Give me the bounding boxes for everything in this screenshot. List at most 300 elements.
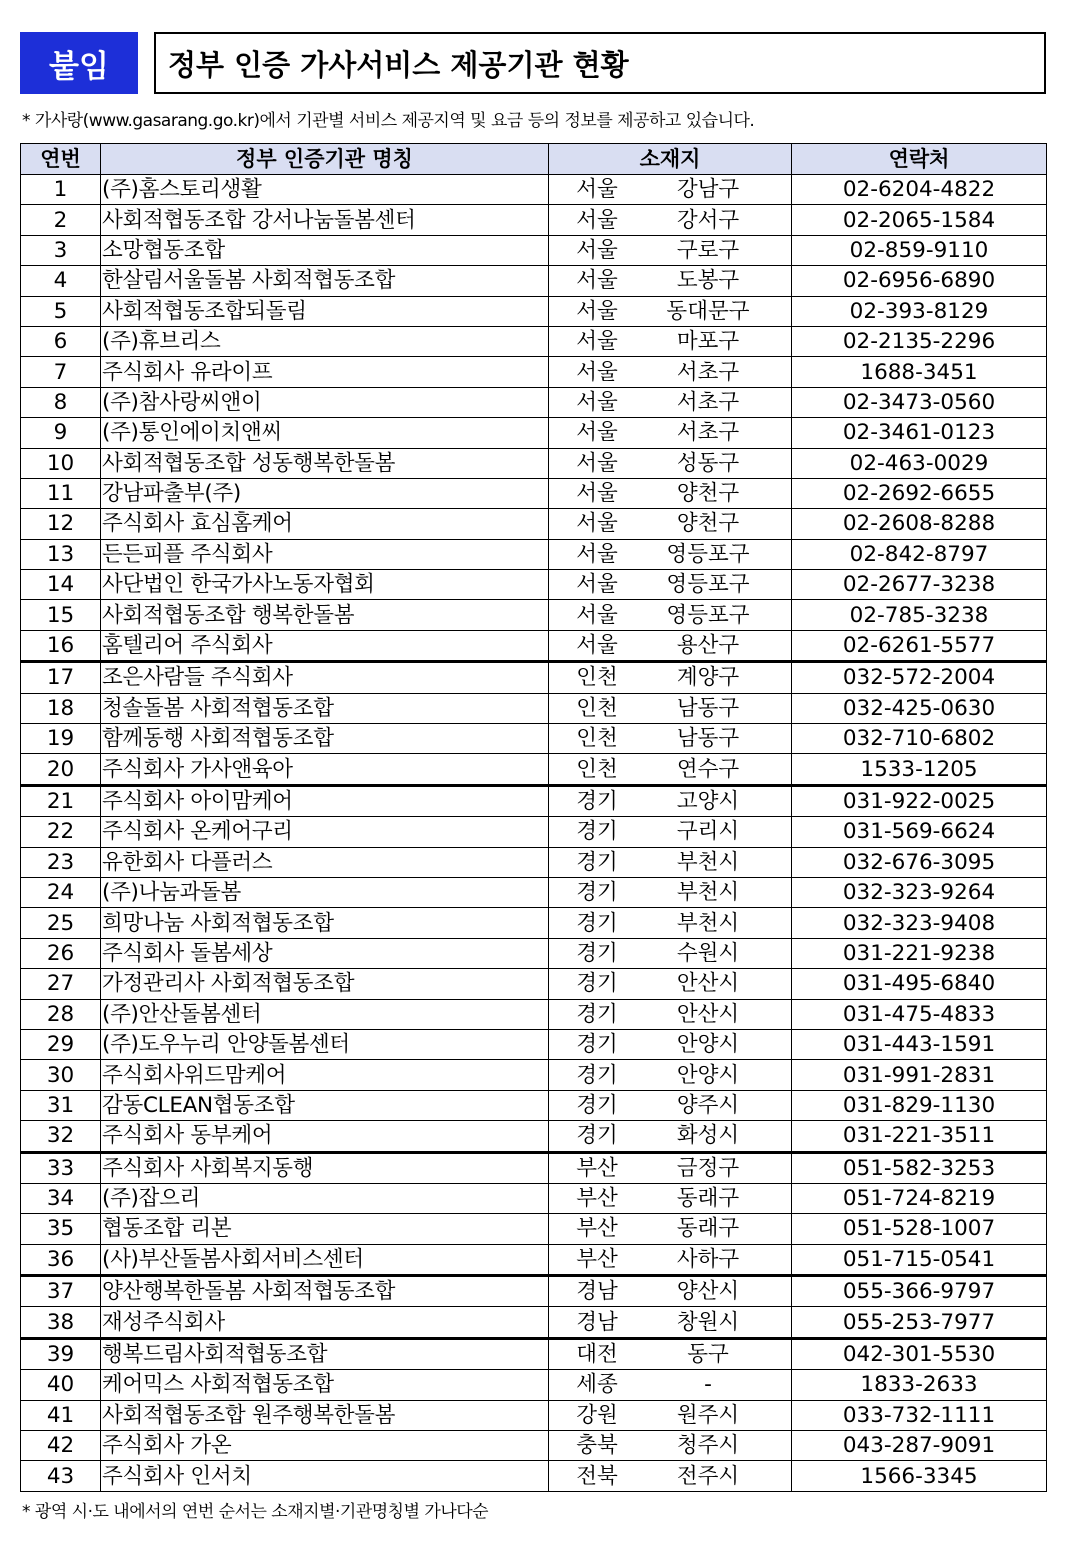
agency-location (549, 357, 792, 387)
agency-phone: 02-2692-6655 (792, 478, 1047, 508)
location-region: 부산 (576, 1155, 618, 1181)
location-city: 사하구 (676, 1246, 740, 1272)
location-city: 원주시 (676, 1402, 740, 1428)
agency-name: 유한회사 다플러스 (101, 847, 549, 877)
agency-name: 소망협동조합 (101, 235, 549, 265)
agency-location (549, 1276, 792, 1307)
location-region: 세종 (576, 1372, 618, 1398)
table-row (21, 205, 1047, 235)
agency-location (549, 817, 792, 847)
location-region: 경기 (576, 910, 618, 936)
table-row (21, 662, 1047, 693)
header-number: 연번 (21, 144, 101, 175)
table-row (21, 724, 1047, 754)
location-region: 충북 (576, 1433, 618, 1459)
location-region: 전북 (576, 1463, 618, 1489)
agency-name: 협동조합 리본 (101, 1214, 549, 1244)
table-row (21, 1461, 1047, 1491)
location-city: 고양시 (676, 789, 740, 814)
location-city: 구로구 (676, 237, 740, 263)
table-row (21, 296, 1047, 326)
agency-location (549, 1338, 792, 1369)
row-number: 15 (21, 600, 101, 630)
agency-name: 한살림서울돌봄 사회적협동조합 (101, 266, 549, 296)
agency-table (20, 143, 1047, 1492)
location-region: 인천 (576, 726, 618, 752)
row-number: 12 (21, 509, 101, 539)
table-row (21, 999, 1047, 1029)
row-number: 19 (21, 724, 101, 754)
location-city: 서초구 (676, 389, 740, 415)
agency-location (549, 693, 792, 723)
agency-location (549, 509, 792, 539)
agency-phone: 055-366-9797 (792, 1276, 1047, 1307)
agency-location (549, 877, 792, 907)
row-number: 24 (21, 877, 101, 907)
location-city: 남동구 (676, 695, 740, 721)
agency-phone: 032-572-2004 (792, 662, 1047, 693)
agency-name: 조은사람들 주식회사 (101, 662, 549, 693)
agency-location (549, 205, 792, 235)
agency-name: 사회적협동조합 성동행복한돌봄 (101, 448, 549, 478)
location-city: 화성시 (676, 1123, 740, 1149)
agency-location (549, 754, 792, 785)
location-city: 동래구 (676, 1216, 740, 1242)
location-region: 서울 (576, 633, 618, 659)
row-number: 33 (21, 1152, 101, 1183)
agency-phone: 031-475-4833 (792, 999, 1047, 1029)
agency-phone: 02-3461-0123 (792, 418, 1047, 448)
location-city: 동래구 (676, 1186, 740, 1212)
location-region: 경기 (576, 1062, 618, 1088)
table-row (21, 785, 1047, 816)
location-city: 도봉구 (676, 268, 740, 294)
row-number: 17 (21, 662, 101, 693)
table-row (21, 908, 1047, 938)
agency-name: 함께동행 사회적협동조합 (101, 724, 549, 754)
row-number: 27 (21, 969, 101, 999)
row-number: 37 (21, 1276, 101, 1307)
agency-phone: 032-323-9408 (792, 908, 1047, 938)
location-city: 계양구 (676, 665, 740, 691)
agency-location (549, 1370, 792, 1400)
location-city: 전주시 (676, 1463, 740, 1489)
location-region: 서울 (576, 389, 618, 415)
agency-phone: 032-323-9264 (792, 877, 1047, 907)
row-number: 40 (21, 1370, 101, 1400)
location-city: 창원시 (676, 1309, 740, 1335)
location-region: 강원 (576, 1402, 618, 1428)
agency-name: 주식회사 효심홈케어 (101, 509, 549, 539)
location-city: 서초구 (676, 359, 740, 385)
agency-phone: 02-6204-4822 (792, 175, 1047, 205)
agency-location (549, 908, 792, 938)
agency-location (549, 600, 792, 630)
agency-phone: 031-495-6840 (792, 969, 1047, 999)
agency-phone: 031-829-1130 (792, 1090, 1047, 1120)
agency-name: 감동CLEAN협동조합 (101, 1090, 549, 1120)
agency-location (549, 1060, 792, 1090)
location-region: 경기 (576, 971, 618, 997)
row-number: 9 (21, 418, 101, 448)
table-row (21, 1152, 1047, 1183)
attachment-badge: 붙임 (20, 32, 138, 94)
agency-name: (주)휴브리스 (101, 326, 549, 356)
row-number: 39 (21, 1338, 101, 1369)
agency-location (549, 1090, 792, 1120)
row-number: 8 (21, 387, 101, 417)
location-region: 서울 (576, 450, 618, 476)
location-city: 안양시 (676, 1062, 740, 1088)
agency-phone: 1533-1205 (792, 754, 1047, 785)
row-number: 43 (21, 1461, 101, 1491)
agency-phone: 02-6261-5577 (792, 630, 1047, 661)
agency-phone: 02-463-0029 (792, 448, 1047, 478)
location-city: 영등포구 (666, 541, 750, 567)
table-row (21, 1029, 1047, 1059)
table-row (21, 1121, 1047, 1152)
agency-phone: 051-724-8219 (792, 1183, 1047, 1213)
row-number: 29 (21, 1029, 101, 1059)
location-city: 영등포구 (666, 572, 750, 598)
agency-location (549, 1121, 792, 1152)
location-city: 안양시 (676, 1032, 740, 1058)
location-city: 강남구 (676, 177, 740, 203)
location-city: 부천시 (676, 849, 740, 875)
agency-phone: 031-221-9238 (792, 938, 1047, 968)
agency-location (549, 662, 792, 693)
row-number: 18 (21, 693, 101, 723)
agency-phone: 033-732-1111 (792, 1400, 1047, 1430)
row-number: 36 (21, 1244, 101, 1275)
agency-phone: 031-922-0025 (792, 785, 1047, 816)
row-number: 20 (21, 754, 101, 785)
agency-phone: 02-3473-0560 (792, 387, 1047, 417)
location-city: - (704, 1372, 712, 1398)
location-region: 서울 (576, 177, 618, 203)
location-city: 수원시 (676, 940, 740, 966)
table-row (21, 1060, 1047, 1090)
agency-phone: 1833-2633 (792, 1370, 1047, 1400)
location-region: 인천 (576, 756, 618, 782)
table-row (21, 938, 1047, 968)
agency-location (549, 326, 792, 356)
location-city: 부천시 (676, 910, 740, 936)
agency-location (549, 570, 792, 600)
row-number: 7 (21, 357, 101, 387)
location-city: 용산구 (676, 633, 740, 659)
table-row (21, 817, 1047, 847)
agency-name: 주식회사 인서치 (101, 1461, 549, 1491)
location-region: 인천 (576, 665, 618, 691)
agency-name: 재성주식회사 (101, 1307, 549, 1338)
location-region: 서울 (576, 298, 618, 324)
agency-name: (주)안산돌봄센터 (101, 999, 549, 1029)
agency-name: (주)홈스토리생활 (101, 175, 549, 205)
location-city: 서초구 (676, 420, 740, 446)
location-region: 서울 (576, 268, 618, 294)
table-row (21, 1400, 1047, 1430)
location-region: 경남 (576, 1279, 618, 1305)
agency-location (549, 1183, 792, 1213)
agency-location (549, 1461, 792, 1491)
agency-location (549, 724, 792, 754)
agency-name: 가정관리사 사회적협동조합 (101, 969, 549, 999)
agency-phone: 043-287-9091 (792, 1431, 1047, 1461)
agency-phone: 1688-3451 (792, 357, 1047, 387)
table-row (21, 235, 1047, 265)
row-number: 30 (21, 1060, 101, 1090)
location-region: 서울 (576, 420, 618, 446)
agency-phone: 02-2065-1584 (792, 205, 1047, 235)
table-row (21, 539, 1047, 569)
agency-name: 사회적협동조합 행복한돌봄 (101, 600, 549, 630)
row-number: 28 (21, 999, 101, 1029)
agency-name: 주식회사위드맘케어 (101, 1060, 549, 1090)
agency-location (549, 296, 792, 326)
agency-phone: 032-676-3095 (792, 847, 1047, 877)
table-row (21, 266, 1047, 296)
row-number: 11 (21, 478, 101, 508)
agency-phone: 02-2608-8288 (792, 509, 1047, 539)
agency-phone: 031-221-3511 (792, 1121, 1047, 1152)
agency-location (549, 448, 792, 478)
agency-phone: 1566-3345 (792, 1461, 1047, 1491)
location-region: 경기 (576, 1032, 618, 1058)
location-city: 남동구 (676, 726, 740, 752)
location-region: 서울 (576, 511, 618, 537)
location-region: 서울 (576, 207, 618, 233)
agency-location (549, 478, 792, 508)
location-region: 경기 (576, 789, 618, 814)
location-region: 경기 (576, 849, 618, 875)
agency-phone: 02-2135-2296 (792, 326, 1047, 356)
agency-location (549, 938, 792, 968)
agency-name: 사회적협동조합 원주행복한돌봄 (101, 1400, 549, 1430)
agency-name: 강남파출부(주) (101, 478, 549, 508)
table-row (21, 1183, 1047, 1213)
location-city: 영등포구 (666, 602, 750, 628)
row-number: 23 (21, 847, 101, 877)
agency-phone: 031-991-2831 (792, 1060, 1047, 1090)
location-region: 경남 (576, 1309, 618, 1335)
agency-location (549, 630, 792, 661)
row-number: 3 (21, 235, 101, 265)
location-region: 경기 (576, 819, 618, 845)
agency-phone: 02-2677-3238 (792, 570, 1047, 600)
location-region: 대전 (576, 1342, 618, 1368)
agency-location (549, 235, 792, 265)
location-city: 강서구 (676, 207, 740, 233)
agency-name: 주식회사 온케어구리 (101, 817, 549, 847)
table-row (21, 448, 1047, 478)
table-row (21, 600, 1047, 630)
agency-name: 주식회사 가온 (101, 1431, 549, 1461)
note-bottom: * 광역 시·도 내에서의 연번 순서는 소재지별·기관명칭별 가나다순 (22, 1502, 489, 1522)
table-row (21, 754, 1047, 785)
location-region: 서울 (576, 602, 618, 628)
location-city: 청주시 (676, 1433, 740, 1459)
table-row (21, 1090, 1047, 1120)
row-number: 5 (21, 296, 101, 326)
agency-phone: 051-715-0541 (792, 1244, 1047, 1275)
location-region: 서울 (576, 359, 618, 385)
row-number: 34 (21, 1183, 101, 1213)
agency-phone: 02-859-9110 (792, 235, 1047, 265)
note-top: * 가사랑(www.gasarang.go.kr)에서 기관별 서비스 제공지역 및 요금 등의 정보를 제공하고 있습니다. (22, 111, 755, 131)
agency-location (549, 1307, 792, 1338)
location-city: 금정구 (676, 1155, 740, 1181)
agency-name: 사회적협동조합되돌림 (101, 296, 549, 326)
table-row (21, 357, 1047, 387)
table-row (21, 570, 1047, 600)
agency-name: 주식회사 유라이프 (101, 357, 549, 387)
agency-phone: 042-301-5530 (792, 1338, 1047, 1369)
table-row (21, 1276, 1047, 1307)
title-row (20, 32, 1046, 94)
location-region: 서울 (576, 329, 618, 355)
location-city: 연수구 (676, 756, 740, 782)
location-city: 성동구 (676, 450, 740, 476)
agency-location (549, 266, 792, 296)
row-number: 31 (21, 1090, 101, 1120)
agency-location (549, 969, 792, 999)
header-location: 소재지 (549, 144, 792, 175)
row-number: 13 (21, 539, 101, 569)
table-row (21, 509, 1047, 539)
table-row (21, 478, 1047, 508)
table-row (21, 175, 1047, 205)
agency-location (549, 539, 792, 569)
row-number: 41 (21, 1400, 101, 1430)
location-city: 안산시 (676, 971, 740, 997)
header-agency-name: 정부 인증기관 명칭 (101, 144, 549, 175)
location-region: 경기 (576, 1001, 618, 1027)
agency-name: 주식회사 가사앤육아 (101, 754, 549, 785)
agency-phone: 051-582-3253 (792, 1152, 1047, 1183)
location-region: 경기 (576, 940, 618, 966)
location-city: 구리시 (676, 819, 740, 845)
location-city: 마포구 (676, 329, 740, 355)
agency-name: 주식회사 아이맘케어 (101, 785, 549, 816)
row-number: 6 (21, 326, 101, 356)
location-city: 양주시 (676, 1092, 740, 1118)
agency-name: 사회적협동조합 강서나눔돌봄센터 (101, 205, 549, 235)
location-city: 동대문구 (666, 298, 750, 324)
agency-location (549, 1400, 792, 1430)
agency-location (549, 847, 792, 877)
location-region: 경기 (576, 1092, 618, 1118)
location-city: 동구 (687, 1342, 729, 1368)
agency-name: 주식회사 돌봄세상 (101, 938, 549, 968)
location-region: 인천 (576, 695, 618, 721)
location-region: 서울 (576, 541, 618, 567)
header-contact: 연락처 (792, 144, 1047, 175)
location-city: 양산시 (676, 1279, 740, 1305)
agency-name: 케어믹스 사회적협동조합 (101, 1370, 549, 1400)
agency-phone: 02-785-3238 (792, 600, 1047, 630)
row-number: 22 (21, 817, 101, 847)
location-region: 서울 (576, 237, 618, 263)
row-number: 25 (21, 908, 101, 938)
agency-name: (주)참사랑씨앤이 (101, 387, 549, 417)
agency-location (549, 1152, 792, 1183)
row-number: 14 (21, 570, 101, 600)
agency-name: 사단법인 한국가사노동자협회 (101, 570, 549, 600)
table-body (21, 175, 1047, 1492)
table-row (21, 630, 1047, 661)
agency-name: 행복드림사회적협동조합 (101, 1338, 549, 1369)
location-region: 서울 (576, 572, 618, 598)
row-number: 35 (21, 1214, 101, 1244)
table-row (21, 1370, 1047, 1400)
agency-name: 청솔돌봄 사회적협동조합 (101, 693, 549, 723)
agency-location (549, 387, 792, 417)
agency-name: (주)나눔과돌봄 (101, 877, 549, 907)
table-row (21, 1214, 1047, 1244)
agency-name: 주식회사 사회복지동행 (101, 1152, 549, 1183)
agency-name: (주)잡으리 (101, 1183, 549, 1213)
row-number: 10 (21, 448, 101, 478)
table-row (21, 1244, 1047, 1275)
page-title: 정부 인증 가사서비스 제공기관 현황 (154, 32, 1046, 94)
location-city: 양천구 (676, 481, 740, 507)
agency-phone: 031-443-1591 (792, 1029, 1047, 1059)
row-number: 32 (21, 1121, 101, 1152)
agency-name: (주)통인에이치앤씨 (101, 418, 549, 448)
table-row (21, 693, 1047, 723)
agency-phone: 02-6956-6890 (792, 266, 1047, 296)
agency-name: 든든피플 주식회사 (101, 539, 549, 569)
row-number: 4 (21, 266, 101, 296)
row-number: 2 (21, 205, 101, 235)
location-city: 안산시 (676, 1001, 740, 1027)
agency-name: 희망나눔 사회적협동조합 (101, 908, 549, 938)
agency-name: 홈텔리어 주식회사 (101, 630, 549, 661)
location-region: 부산 (576, 1216, 618, 1242)
agency-phone: 032-710-6802 (792, 724, 1047, 754)
table-row (21, 326, 1047, 356)
location-region: 부산 (576, 1246, 618, 1272)
table-row (21, 1338, 1047, 1369)
location-region: 부산 (576, 1186, 618, 1212)
row-number: 26 (21, 938, 101, 968)
agency-name: 양산행복한돌봄 사회적협동조합 (101, 1276, 549, 1307)
table-row (21, 1307, 1047, 1338)
agency-location (549, 1244, 792, 1275)
agency-location (549, 1029, 792, 1059)
location-region: 경기 (576, 1123, 618, 1149)
location-city: 양천구 (676, 511, 740, 537)
agency-location (549, 418, 792, 448)
agency-location (549, 785, 792, 816)
table-row (21, 847, 1047, 877)
agency-location (549, 1431, 792, 1461)
agency-phone: 032-425-0630 (792, 693, 1047, 723)
table-header-row (21, 144, 1047, 175)
location-region: 서울 (576, 481, 618, 507)
row-number: 21 (21, 785, 101, 816)
agency-location (549, 999, 792, 1029)
agency-phone: 02-842-8797 (792, 539, 1047, 569)
agency-phone: 031-569-6624 (792, 817, 1047, 847)
agency-name: (사)부산돌봄사회서비스센터 (101, 1244, 549, 1275)
agency-location (549, 175, 792, 205)
agency-phone: 051-528-1007 (792, 1214, 1047, 1244)
location-city: 부천시 (676, 880, 740, 906)
row-number: 38 (21, 1307, 101, 1338)
table-row (21, 877, 1047, 907)
